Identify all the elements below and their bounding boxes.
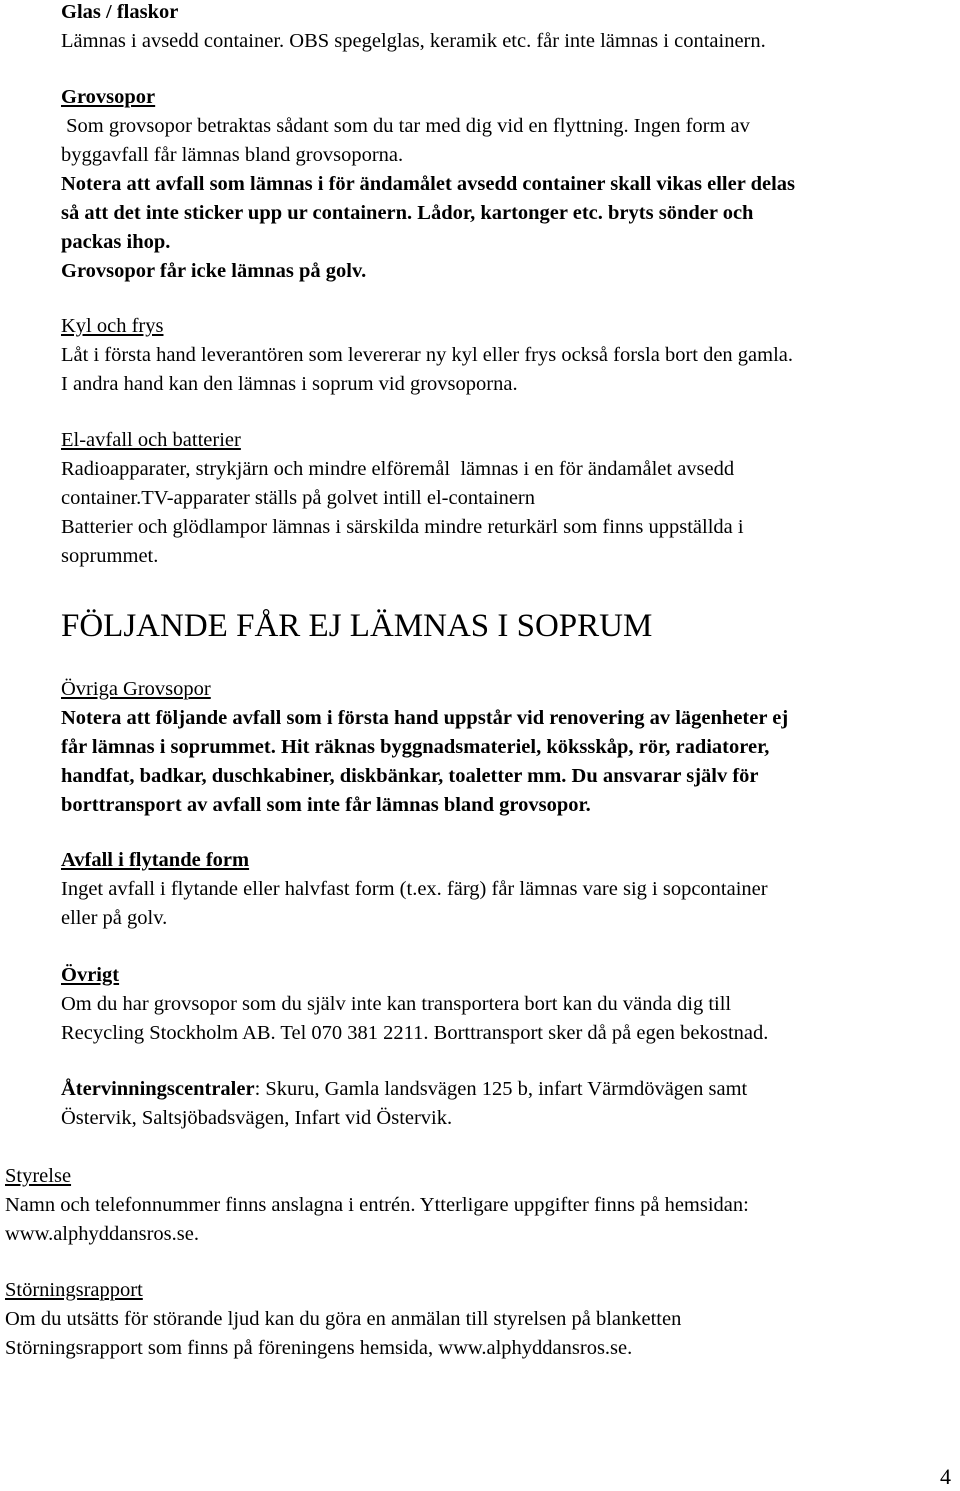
flytande-text-2: eller på golv.	[61, 907, 168, 929]
ovrigt-text-1: Om du har grovsopor som du själv inte kan transportera bort kan du vända dig till	[61, 993, 732, 1015]
heading-flytande: Avfall i flytande form	[61, 849, 250, 871]
page-number: 4	[940, 1464, 951, 1489]
kyl-text-1: Låt i första hand leverantören som levererar ny kyl eller frys också forsla bort den gamla.	[61, 344, 794, 366]
grovsopor-text-2: byggavfall får lämnas bland grovsoporna.	[61, 144, 404, 166]
grovsopor-bold-3: packas ihop.	[61, 231, 171, 253]
atervinning-line-1	[61, 1075, 747, 1104]
el-text-2: container.TV-apparater ställs på golvet intill el-containern	[61, 487, 535, 509]
grovsopor-bold-4: Grovsopor får icke lämnas på golv.	[61, 260, 367, 282]
atervinning-label: Återvinningscentraler	[61, 1078, 255, 1100]
heading-glas: Glas / flaskor	[61, 1, 179, 23]
heading-ovriga: Övriga Grovsopor	[61, 678, 211, 700]
ovriga-text-1: Notera att följande avfall som i första hand uppstår vid renovering av lägenheter ej	[61, 707, 789, 729]
heading-ovrigt: Övrigt	[61, 964, 120, 986]
section-grovsopor	[61, 83, 795, 286]
grovsopor-bold-1: Notera att avfall som lämnas i för ändamålet avsedd container skall vikas eller delas	[61, 173, 795, 195]
atervinning-text-2: Östervik, Saltsjöbadsvägen, Infart vid Östervik.	[61, 1107, 453, 1129]
ovriga-text-3: handfat, badkar, duschkabiner, diskbänkar, toaletter mm. Du ansvarar själv för	[61, 765, 759, 787]
ovriga-text-2: får lämnas i soprummet. Hit räknas byggnadsmateriel, köksskåp, rör, radiatorer,	[61, 736, 770, 758]
el-text-4: soprummet.	[61, 545, 159, 567]
section-glas	[61, 0, 766, 56]
section-ovrigt	[61, 961, 768, 1048]
glas-text-1: Lämnas i avsedd container. OBS spegelglas, keramik etc. får inte lämnas i containern.	[61, 30, 766, 52]
styrelse-text-1: Namn och telefonnummer finns anslagna i entrén. Ytterligare uppgifter finns på hemsidan:	[5, 1194, 749, 1216]
storning-text-2: Störningsrapport som finns på föreningens hemsida, www.alphyddansros.se.	[5, 1337, 633, 1359]
section-atervinning	[61, 1075, 747, 1133]
styrelse-text-2: www.alphyddansros.se.	[5, 1223, 199, 1245]
atervinning-text-1: : Skuru, Gamla landsvägen 125 b, infart Värmdövägen samt	[254, 1078, 748, 1100]
section-storning	[5, 1276, 681, 1363]
grovsopor-bold-2: så att det inte sticker upp ur containern. Lådor, kartonger etc. bryts sönder och	[61, 202, 754, 224]
heading-forbud: FÖLJANDE FÅR EJ LÄMNAS I SOPRUM	[61, 608, 653, 644]
el-text-1: Radioapparater, strykjärn och mindre elföremål lämnas i en för ändamålet avsedd	[61, 458, 735, 480]
el-text-3: Batterier och glödlampor lämnas i särskilda mindre returkärl som finns uppställda i	[61, 516, 744, 538]
kyl-text-2: I andra hand kan den lämnas i soprum vid grovsoporna.	[61, 373, 518, 395]
heading-styrelse: Styrelse	[5, 1165, 72, 1187]
heading-kyl: Kyl och frys	[61, 315, 164, 337]
heading-storning: Störningsrapport	[5, 1279, 143, 1301]
section-styrelse	[5, 1162, 749, 1249]
section-el	[61, 426, 744, 571]
flytande-text-1: Inget avfall i flytande eller halvfast form (t.ex. färg) får lämnas vare sig i sopcontainer	[61, 878, 768, 900]
ovriga-text-4: borttransport av avfall som inte får lämnas bland grovsopor.	[61, 794, 591, 816]
section-flytande	[61, 846, 768, 933]
section-kyl	[61, 312, 793, 399]
heading-el: El-avfall och batterier	[61, 429, 241, 451]
ovrigt-text-2: Recycling Stockholm AB. Tel 070 381 2211. Borttransport sker då på egen bekostnad.	[61, 1022, 769, 1044]
heading-grovsopor: Grovsopor	[61, 86, 156, 108]
grovsopor-text-1: Som grovsopor betraktas sådant som du tar med dig vid en flyttning. Ingen form av	[61, 115, 750, 137]
storning-text-1: Om du utsätts för störande ljud kan du göra en anmälan till styrelsen på blanketten	[5, 1308, 682, 1330]
section-ovriga	[61, 675, 788, 820]
